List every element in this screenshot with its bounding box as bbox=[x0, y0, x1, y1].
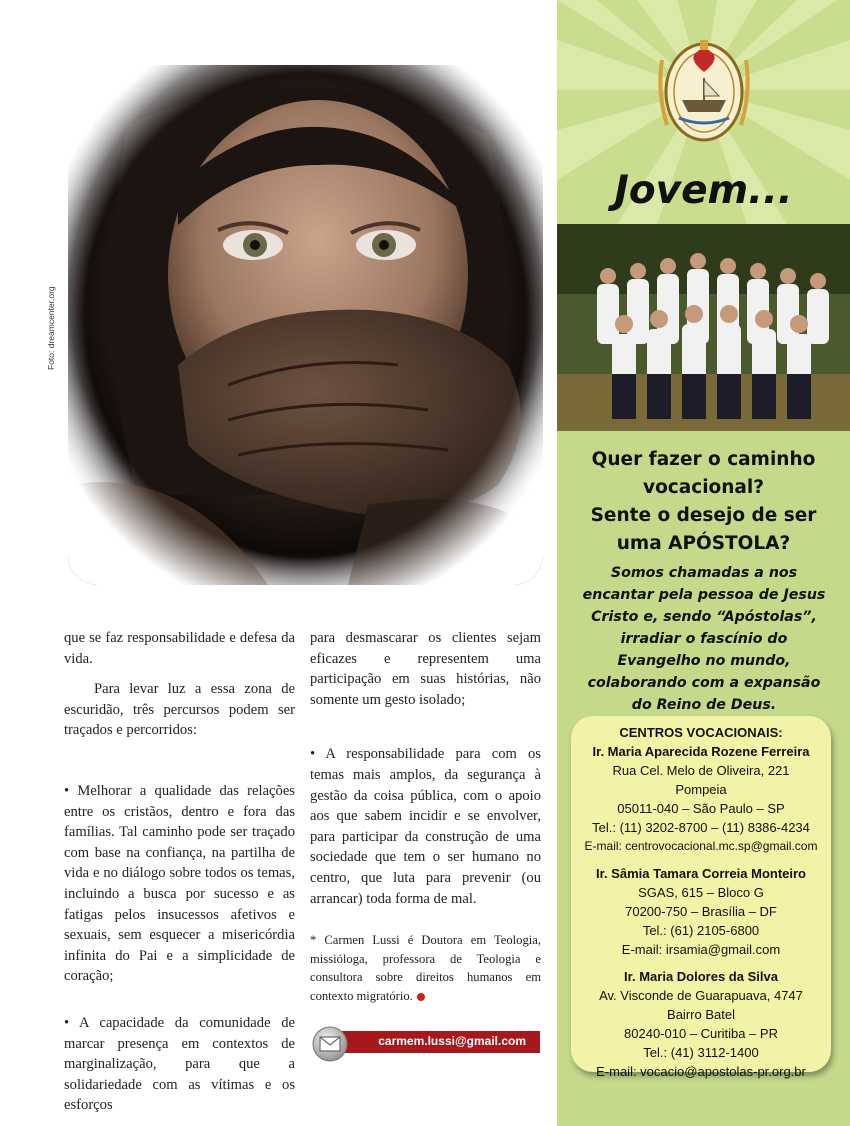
center-phone: Tel.: (41) 3112-1400 bbox=[643, 1045, 759, 1060]
center-email[interactable]: E-mail: irsamia@gmail.com bbox=[621, 942, 781, 957]
bullet-paragraph: • A responsabilidade para com os temas mais amplos, da segurança à gestão da coisa pública, com o apoio aos que sabem incidir e se envolver, para participar da construção de uma sociedade que tem o ser humano no centro, que luta para prevenir (ou arrancar) toda forma de mal. bbox=[310, 746, 541, 907]
group-photo bbox=[557, 224, 850, 431]
envelope-icon bbox=[312, 1026, 348, 1062]
center-email[interactable]: E-mail: centrovocacional.mc.sp@gmail.com bbox=[584, 839, 818, 853]
paragraph: que se faz responsabilidade e defesa da vida. bbox=[64, 630, 295, 667]
center-address: SGAS, 615 – Bloco G bbox=[638, 885, 764, 900]
center-address: 80240-010 – Curitiba – PR bbox=[624, 1026, 778, 1041]
center-phone: Tel.: (11) 3202-8700 – (11) 8386-4234 bbox=[592, 820, 810, 835]
center-address: 05011-040 – São Paulo – SP bbox=[617, 801, 785, 816]
center-contact-name: Ir. Maria Aparecida Rozene Ferreira bbox=[592, 744, 810, 759]
article-column-2 bbox=[310, 628, 541, 1005]
mission-statement: Somos chamadas a nos encantar pela pessoa de Jesus Cristo e, sendo “Apóstolas”, irradiar o fascínio do Evangelho no mundo, colaborando com a expansão do Reino de Deus. bbox=[582, 565, 826, 713]
main-photo bbox=[68, 65, 543, 585]
vocation-question: Quer fazer o caminho vocacional? Sente o desejo de ser uma APÓSTOLA? bbox=[590, 449, 817, 554]
paragraph: Para levar luz a essa zona de escuridão, três percursos podem ser traçados e percorridos: bbox=[64, 681, 295, 739]
author-email-bar bbox=[312, 1026, 540, 1060]
center-contact-name: Ir. Sâmia Tamara Correia Monteiro bbox=[596, 866, 806, 881]
center-address: Rua Cel. Melo de Oliveira, 221 bbox=[612, 763, 790, 778]
vocation-sidebar bbox=[557, 0, 850, 1126]
bullet-paragraph: • Melhorar a qualidade das relações entre os cristãos, dentro e fora das famílias. Tal caminho pode ser traçado com base na confiança, na partilha de vida e no diálogo sobre todos os temas, incluindo a busca por sucesso e as fatigas pelos insucessos afetivos e sexuais, sem esquecer a misericórdia infinita do Pai e a simplicidade de coração; bbox=[64, 782, 295, 985]
headline: Jovem... bbox=[614, 168, 793, 213]
center-phone: Tel.: (61) 2105-6800 bbox=[642, 923, 760, 938]
center-address: 70200-750 – Brasília – DF bbox=[625, 904, 777, 919]
photo-credit: Foto: dreamcenter.org bbox=[46, 286, 56, 370]
paragraph: para desmascarar os clientes sejam eficazes e representem uma participação em suas histórias, não somente um gesto isolado; bbox=[310, 630, 541, 708]
vocation-centers-box bbox=[571, 716, 831, 1079]
author-footnote: * Carmen Lussi é Doutora em Teologia, missióloga, professora de Teologia e consultora sobre direitos humanos em contexto migratório. bbox=[310, 933, 541, 1003]
end-mark-icon bbox=[417, 993, 425, 1001]
center-contact-name: Ir. Maria Dolores da Silva bbox=[624, 969, 778, 984]
center-email[interactable]: E-mail: vocacio@apostolas-pr.org.br bbox=[596, 1064, 806, 1079]
bullet-paragraph: • A capacidade da comunidade de marcar presença em contextos de marginalização, para que a solidariedade com as vítimas e os esforços bbox=[64, 1014, 295, 1114]
center-address: Av. Visconde de Guarapuava, 4747 bbox=[599, 988, 803, 1003]
center-address: Bairro Batel bbox=[667, 1007, 735, 1022]
article-column-1 bbox=[64, 628, 295, 1116]
centers-title: CENTROS VOCACIONAIS: bbox=[619, 725, 783, 740]
center-address: Pompeia bbox=[675, 782, 727, 797]
author-email-link[interactable]: carmem.lussi@gmail.com bbox=[378, 1034, 526, 1048]
